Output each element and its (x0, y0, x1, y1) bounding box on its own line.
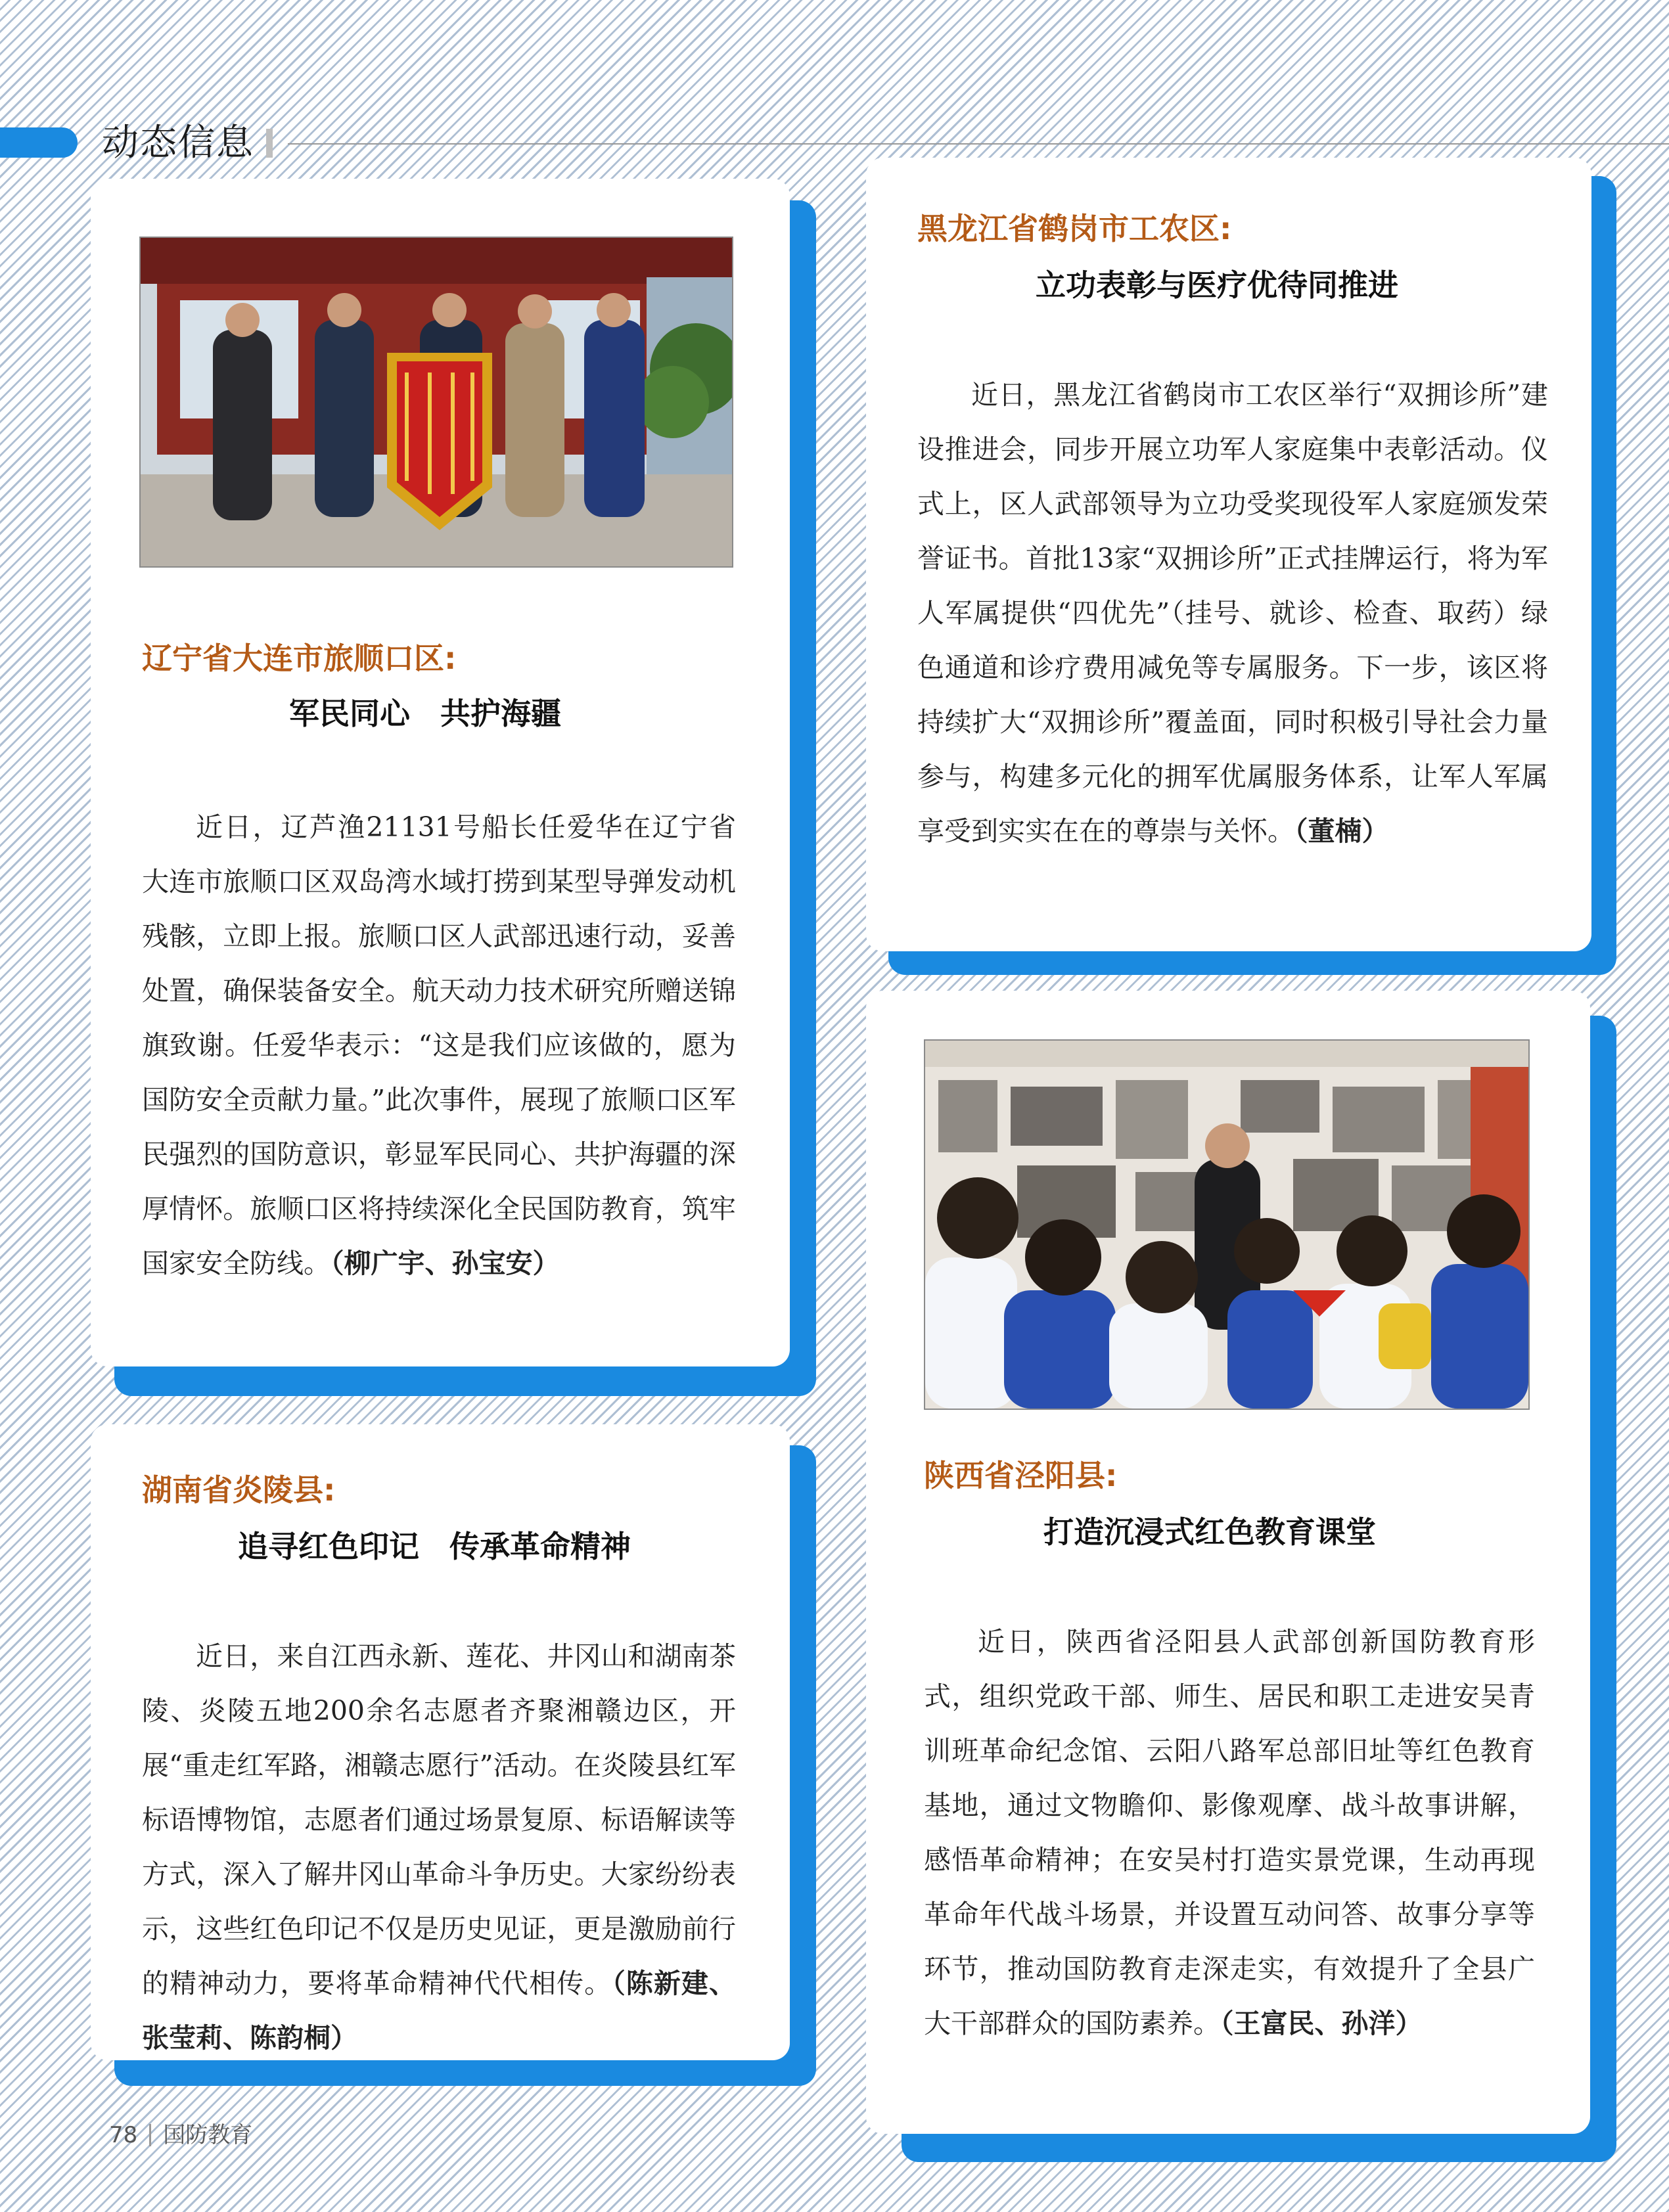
article-author: （柳广宇、孙宝安） (331, 1248, 560, 1279)
article-region: 陕西省泾阳县: (924, 1458, 1118, 1493)
article-body-text: 近日，陕西省泾阳县人武部创新国防教育形式，组织党政干部、师生、居民和职工走进安吴青训班革命纪念馆、云阳八路军总部旧址等红色教育基地，通过文物瞻仰、影像观摩、战斗故事讲解，感悟革命精神；在安吴村打造实景党课，生动再现革命年代战斗场景，并设置互动问答、故事分享等环节，推动国防教育走深走实，有效提升了全县广大干部群众的国防素养。 (924, 1626, 1535, 2039)
article-region: 湖南省炎陵县: (142, 1472, 336, 1508)
article-card-heilongjiang (866, 158, 1591, 951)
article-author: （王富民、孙洋） (1220, 2008, 1423, 2039)
article-headline: 立功表彰与医疗优待同推进 (1036, 267, 1398, 303)
photo-exhibition-visit (924, 1039, 1530, 1410)
article-card-liaoning (91, 179, 790, 1366)
article-body (142, 1629, 736, 2065)
article-card-hunan (91, 1424, 790, 2060)
pennant-ceremony-illustration (141, 238, 732, 566)
article-author: （陈新建、张莹莉、陈韵桐） (142, 1968, 737, 2054)
footer-divider (149, 2124, 151, 2146)
page-footer (109, 2119, 252, 2152)
page-number: 78 (109, 2122, 138, 2148)
article-headline: 打造沉浸式红色教育课堂 (1043, 1514, 1376, 1550)
header-divider-bar (266, 129, 273, 158)
article-body (142, 800, 736, 1291)
header-rule (288, 143, 1669, 145)
article-body-text: 近日，辽芦渔21131号船长任爱华在辽宁省大连市旅顺口区双岛湾水域打捞到某型导弹发动机残骸，立即上报。旅顺口区人武部迅速行动，妥善处置，确保装备安全。航天动力技术研究所赠送锦旗致谢。任爱华表示：“这是我们应该做的，愿为国防安全贡献力量。”此次事件，展现了旅顺口区军民强烈的国防意识，彰显军民同心、共护海疆的深厚情怀。旅顺口区将持续深化全民国防教育，筑牢国家安全防线。 (142, 811, 736, 1279)
exhibition-visit-illustration (925, 1041, 1528, 1409)
photo-pennant-ceremony (139, 237, 733, 568)
magazine-name: 国防教育 (163, 2122, 253, 2148)
article-body (924, 1615, 1535, 2051)
article-card-shaanxi (866, 991, 1590, 2134)
article-headline: 追寻红色印记 传承革命精神 (238, 1529, 631, 1564)
article-body (917, 368, 1548, 859)
article-body-text: 近日，黑龙江省鹤岗市工农区举行“双拥诊所”建设推进会，同步开展立功军人家庭集中表彰活动。仪式上，区人武部领导为立功受奖现役军人家庭颁发荣誉证书。首批13家“双拥诊所”正式挂牌运行，将为军人军属提供“四优先”（挂号、就诊、检查、取药）绿色通道和诊疗费用减免等专属服务。下一步，该区将持续扩大“双拥诊所”覆盖面，同时积极引导社会力量参与，构建多元化的拥军优属服务体系，让军人军属享受到实实在在的尊崇与关怀。 (917, 379, 1548, 847)
article-headline: 军民同心 共护海疆 (289, 696, 561, 731)
article-body-text: 近日，来自江西永新、莲花、井冈山和湖南茶陵、炎陵五地200余名志愿者齐聚湘赣边区，开展“重走红军路，湘赣志愿行”活动。在炎陵县红军标语博物馆，志愿者们通过场景复原、标语解读等方式，深入了解井冈山革命斗争历史。大家纷纷表示，这些红色印记不仅是历史见证，更是激励前行的精神动力，要将革命精神代代相传。 (142, 1640, 736, 1999)
article-author: （董楠） (1294, 815, 1389, 847)
header-accent-pill (0, 127, 78, 158)
article-region: 黑龙江省鹤岗市工农区: (917, 211, 1232, 246)
section-title: 动态信息 (102, 122, 254, 164)
article-region: 辽宁省大连市旅顺口区: (142, 641, 457, 676)
